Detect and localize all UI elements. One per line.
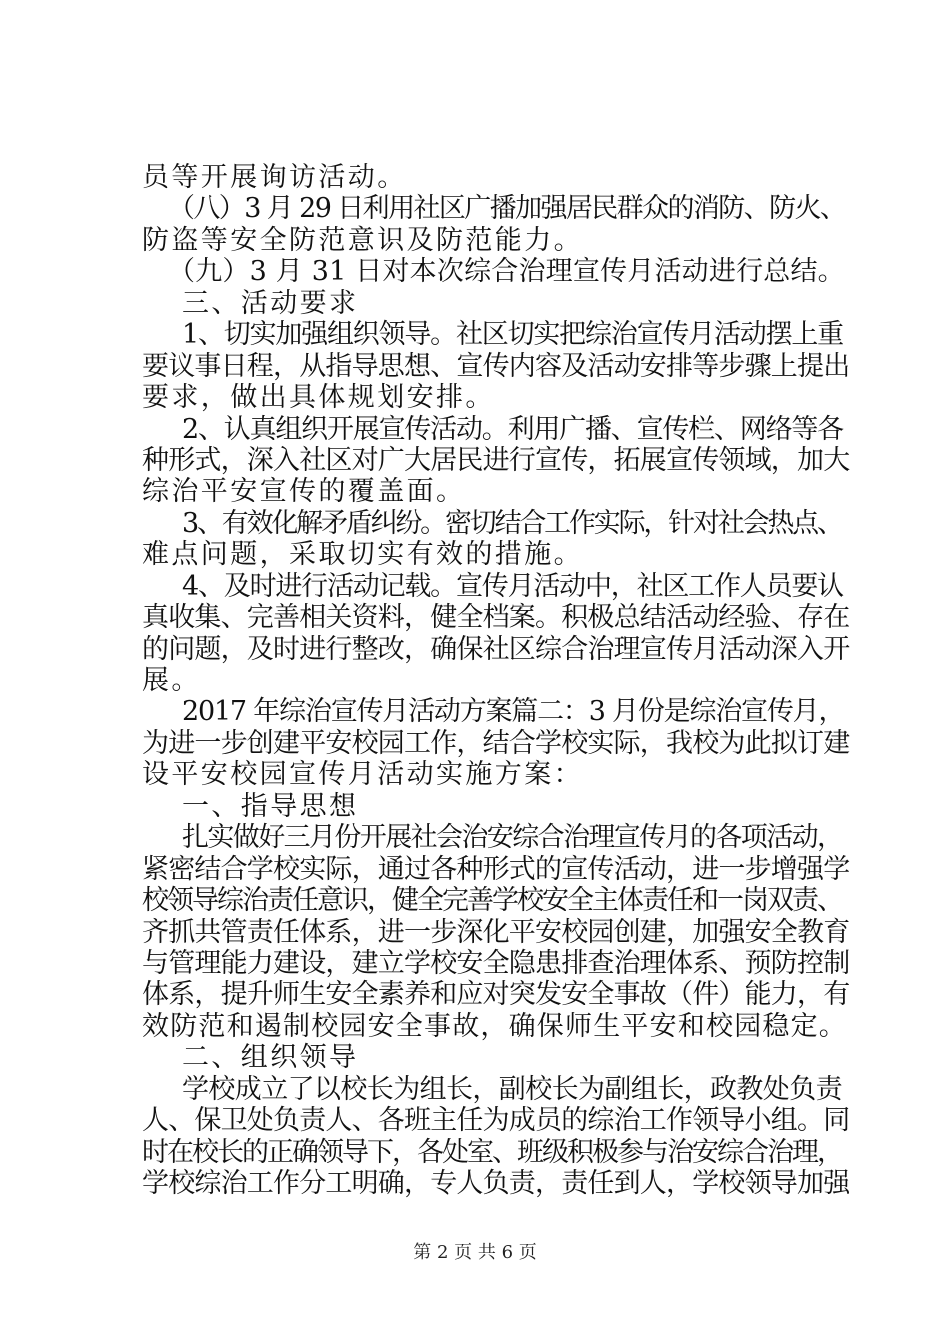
text-line: （九）3 月 31 日对本次综合治理宣传月活动进行总结。 [168,256,845,287]
text-line: 种形式，深入社区对广大居民进行宣传，拓展宣传领域，加大 [142,445,850,476]
text-line: 难点问题，采取切实有效的措施。 [142,539,583,570]
text-line: 展。 [142,665,201,696]
text-line: 齐抓共管责任体系，进一步深化平安校园创建，加强安全教育 [142,917,850,948]
text-line: 人、保卫处负责人、各班主任为成员的综治工作领导小组。同 [142,1105,850,1136]
text-line: 2、认真组织开展宣传活动。利用广播、宣传栏、网络等各 [182,414,843,445]
text-line: 3、有效化解矛盾纠纷。密切结合工作实际，针对社会热点、 [182,508,842,539]
text-line: （八）3 月 29 日利用社区广播加强居民群众的消防、防火、 [168,193,846,224]
text-line: 体系，提升师生安全素养和应对突发安全事故（件）能力，有 [142,979,850,1010]
text-line: 要求，做出具体规划安排。 [142,382,495,413]
text-line: 员等开展询访活动。 [142,162,407,193]
text-line: 与管理能力建设，建立学校安全隐患排查治理体系、预防控制 [142,948,850,979]
text-line: 设平安校园宣传月活动实施方案： [142,759,583,790]
page-number: 第 2 页 共 6 页 [413,1242,537,1263]
text-line: 真收集、完善相关资料，健全档案。积极总结活动经验、存在 [142,602,850,633]
text-line: 紧密结合学校实际，通过各种形式的宣传活动，进一步增强学 [142,854,850,885]
text-line: 综治平安宣传的覆盖面。 [142,476,466,507]
text-line: 校领导综治责任意识，健全完善学校安全主体责任和一岗双责、 [142,885,842,916]
text-line: 扎实做好三月份开展社会治安综合治理宣传月的各项活动， [182,822,843,853]
text-line: 防盗等安全防范意识及防范能力。 [142,225,583,256]
text-line: 效防范和遏制校园安全事故，确保师生平安和校园稳定。 [142,1011,847,1042]
text-line: 的问题，及时进行整改，确保社区综合治理宣传月活动深入开 [142,634,850,665]
text-line: 学校成立了以校长为组长，副校长为副组长，政教处负责 [182,1074,842,1105]
text-line: 时在校长的正确领导下，各处室、班级积极参与治安综合治理， [142,1137,842,1168]
text-line: 4、及时进行活动记载。宣传月活动中，社区工作人员要认 [182,571,843,602]
text-line: 2017 年综治宣传月活动方案篇二：3 月份是综治宣传月， [182,696,845,727]
section-heading: 一、指导思想 [182,791,359,822]
text-line: 学校综治工作分工明确，专人负责，责任到人，学校领导加强 [142,1168,850,1199]
text-line: 为进一步创建平安校园工作，结合学校实际，我校为此拟订建 [142,728,850,759]
text-line: 1、切实加强组织领导。社区切实把综治宣传月活动摆上重 [182,319,843,350]
section-heading: 三、活动要求 [182,288,359,319]
section-heading: 二、组织领导 [182,1042,359,1073]
text-line: 要议事日程，从指导思想、宣传内容及活动安排等步骤上提出 [142,351,850,382]
